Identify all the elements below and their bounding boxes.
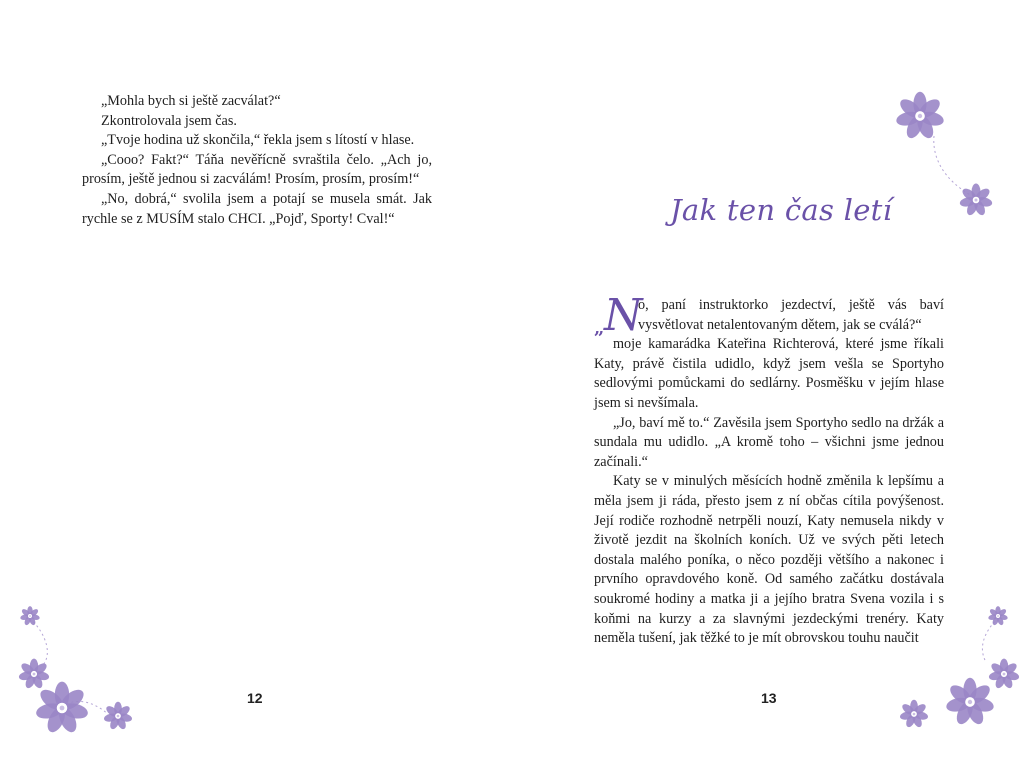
page-number: 13 xyxy=(761,690,777,706)
paragraph: Katy se v minulých měsících hodně změnila k lepšímu a měla jsem ji ráda, přesto jsem z ní občas cítila povýšenost. Její rodiče rozhodně netrpěli nouzí, Katy nemusela nikdy v životě jezdit na školních koních. Už ve svých pěti letech dostala malého poníka, o něco později většího a nakonec i prvního opravdového koně. Od samého začátku dostávala soukromé hodiny a matka ji a jejího bratra Svena vozila i s koňmi na kurzy a za slavnými jezdeckými trenéry. Katy neměla tušení, jak těžké to je mít obrovskou touhu naučit xyxy=(594,473,944,647)
opening-paragraph xyxy=(594,290,944,341)
drop-cap xyxy=(594,290,643,341)
paragraph: „Jo, baví mě to.“ Zavěsila jsem Sportyho sedlo na držák a sundala mu udidlo. „A kromě toho – všichni jsme jednou začínali.“ xyxy=(594,414,944,470)
paragraph: „No, dobrá,“ svolila jsem a potají se musela smát. Jak rychle se z MUSÍM stalo CHCI. „Pojď, Sporty! Cval!“ xyxy=(82,190,432,227)
flower-icon xyxy=(20,606,41,626)
opening-text: o, paní instruktorko jezdectví, ještě vás baví vysvětlovat netalentovaným dětem, jak se cválá?“ xyxy=(638,297,944,333)
flower-icon xyxy=(895,92,945,141)
flower-icon xyxy=(18,659,50,690)
flower-decoration-top-right xyxy=(882,88,992,228)
flower-icon xyxy=(988,606,1009,626)
flower-icon xyxy=(959,184,993,217)
flower-icon xyxy=(988,659,1020,690)
flower-icon xyxy=(945,678,995,727)
chapter-title: Jak ten čas letí xyxy=(670,193,893,227)
flower-icon xyxy=(103,702,133,731)
flower-decoration-bottom-right xyxy=(874,596,1024,768)
page-number: 12 xyxy=(247,690,263,706)
flower-icon xyxy=(35,682,90,735)
right-page xyxy=(512,0,1024,768)
flower-icon xyxy=(899,700,929,729)
paragraph: moje kamarádka Kateřina Richterová, které jsme říkali Katy, právě čistila udidlo, když jsem vešla se Sportyho sedlovými pomůckami do sedlárny. Posměšku v jejím hlase jsem si nevšímala. xyxy=(594,336,944,411)
flower-decoration-bottom-left xyxy=(0,596,150,768)
paragraph: „Tvoje hodina už skončila,“ řekla jsem s lítostí v hlase. xyxy=(101,132,415,149)
paragraph: „Cooo? Fakt?“ Táňa nevěřícně svraštila čelo. „Ach jo, prosím, ještě jednou si zacválám! Prosím, prosím, prosím!“ xyxy=(82,151,432,188)
left-page-text xyxy=(82,92,432,229)
paragraph: Zkontrolovala jsem čas. xyxy=(101,112,237,129)
drop-cap-quote: „ xyxy=(594,318,605,339)
drop-cap-letter: N xyxy=(604,290,643,341)
paragraph: „Mohla bych si ještě zacválat?“ xyxy=(101,93,281,109)
